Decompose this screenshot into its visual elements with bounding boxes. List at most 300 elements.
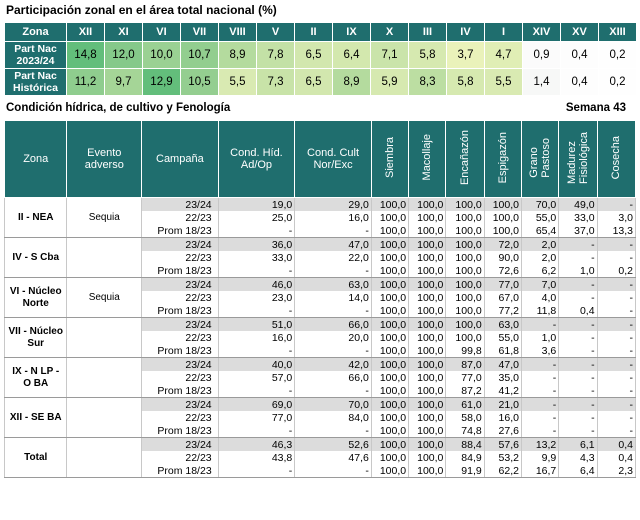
value-cell: - [559, 251, 597, 264]
value-cell: 46,0 [218, 278, 295, 292]
value-cell: 100,0 [409, 424, 446, 438]
value-cell: 16,0 [484, 411, 521, 424]
value-cell: 100,0 [371, 451, 408, 464]
value-cell: - [597, 291, 635, 304]
value-cell: 100,0 [446, 251, 484, 264]
value-cell: 63,0 [295, 278, 372, 292]
value-cell: - [597, 251, 635, 264]
value-cell: - [559, 278, 597, 292]
value-cell: 62,2 [484, 464, 521, 478]
phase-label: Macollaje [421, 134, 434, 181]
value-cell: 100,0 [371, 224, 408, 238]
value-cell: 100,0 [371, 411, 408, 424]
campaign-cell: Prom 18/23 [142, 264, 219, 278]
header-zona: Zona [5, 121, 67, 198]
value-cell: 100,0 [371, 198, 408, 212]
value-cell: 72,6 [484, 264, 521, 278]
zone-header-row [5, 23, 637, 42]
participation-cell: 14,8 [67, 42, 105, 69]
value-cell: 2,0 [521, 238, 558, 252]
value-cell: 100,0 [409, 384, 446, 398]
value-cell: 100,0 [409, 464, 446, 478]
value-cell: 14,0 [295, 291, 372, 304]
value-cell: 11,8 [521, 304, 558, 318]
value-cell: 100,0 [409, 264, 446, 278]
value-cell: 49,0 [559, 198, 597, 212]
participation-cell: 11,2 [67, 69, 105, 96]
participation-cell: 4,7 [485, 42, 523, 69]
value-cell: 100,0 [409, 331, 446, 344]
value-cell: - [597, 331, 635, 344]
value-cell: 0,4 [597, 451, 635, 464]
value-cell: 100,0 [409, 251, 446, 264]
participation-cell: 0,2 [599, 69, 637, 96]
value-cell: 100,0 [371, 371, 408, 384]
value-cell: 100,0 [371, 438, 408, 452]
subtitle-text: Condición hídrica, de cultivo y Fenología [6, 102, 231, 114]
participation-cell: 0,4 [561, 42, 599, 69]
value-cell: 100,0 [371, 278, 408, 292]
zone-header-cell: IX [333, 23, 371, 42]
participation-cell: 12,9 [143, 69, 181, 96]
value-cell: - [295, 224, 372, 238]
zone-name: IX - N LP - O BA [5, 358, 67, 398]
campaign-cell: 23/24 [142, 198, 219, 212]
phase-label: Espigazón [496, 131, 509, 184]
value-cell: 100,0 [446, 291, 484, 304]
value-cell: 35,0 [484, 371, 521, 384]
value-cell: 57,6 [484, 438, 521, 452]
value-cell: 2,0 [521, 251, 558, 264]
header-evento: Evento adverso [67, 121, 142, 198]
value-cell: - [597, 398, 635, 412]
value-cell: - [559, 411, 597, 424]
value-cell: 84,0 [295, 411, 372, 424]
value-cell: 100,0 [409, 411, 446, 424]
campaign-cell: 23/24 [142, 238, 219, 252]
value-cell: 88,4 [446, 438, 484, 452]
table-title: Participación zonal en el área total nacional (%) [6, 3, 277, 17]
zone-header-cell: I [485, 23, 523, 42]
value-cell: - [597, 371, 635, 384]
zone-header-cell: III [409, 23, 447, 42]
campaign-cell: Prom 18/23 [142, 304, 219, 318]
value-cell: 66,0 [295, 318, 372, 332]
value-cell: 67,0 [484, 291, 521, 304]
value-cell: - [559, 371, 597, 384]
value-cell: 74,8 [446, 424, 484, 438]
campaign-cell: 23/24 [142, 398, 219, 412]
zone-name: IV - S Cba [5, 238, 67, 278]
value-cell: 23,0 [218, 291, 295, 304]
value-cell: - [521, 424, 558, 438]
zone-header-cell: XI [105, 23, 143, 42]
value-cell: 100,0 [446, 224, 484, 238]
value-cell: 100,0 [371, 318, 408, 332]
value-cell: 4,3 [559, 451, 597, 464]
value-cell: 69,0 [218, 398, 295, 412]
value-cell: 100,0 [371, 304, 408, 318]
participation-cell: 0,9 [523, 42, 561, 69]
value-cell: 100,0 [409, 438, 446, 452]
phase-label: Encañazón [459, 129, 472, 186]
value-cell: 100,0 [446, 238, 484, 252]
value-cell: 100,0 [409, 211, 446, 224]
value-cell: 100,0 [409, 304, 446, 318]
value-cell: 1,0 [559, 264, 597, 278]
participation-cell: 8,9 [219, 42, 257, 69]
value-cell: - [295, 464, 372, 478]
adverse-event: Sequia [67, 198, 142, 238]
participation-cell: 6,4 [333, 42, 371, 69]
zone-header-cell: VII [181, 23, 219, 42]
participation-cell: 7,8 [257, 42, 295, 69]
value-cell: 42,0 [295, 358, 372, 372]
value-cell: 100,0 [409, 318, 446, 332]
value-cell: 61,0 [446, 398, 484, 412]
campaign-cell: 22/23 [142, 291, 219, 304]
participation-cell: 6,5 [295, 42, 333, 69]
value-cell: - [295, 424, 372, 438]
adverse-event: Sequia [67, 278, 142, 318]
row-label: Part Nac Histórica [5, 69, 67, 96]
value-cell: - [218, 344, 295, 358]
value-cell: 2,3 [597, 464, 635, 478]
week-label: Semana 43 [565, 102, 626, 114]
value-cell: 100,0 [409, 291, 446, 304]
zone-name: Total [5, 438, 67, 478]
table-row [5, 278, 636, 292]
value-cell: 65,4 [521, 224, 558, 238]
zone-header-cell: II [295, 23, 333, 42]
value-cell: - [597, 238, 635, 252]
value-cell: 70,0 [295, 398, 372, 412]
zone-header-label: Zona [5, 23, 67, 42]
participation-row-historic [5, 69, 637, 96]
value-cell: 100,0 [446, 331, 484, 344]
value-cell: 57,0 [218, 371, 295, 384]
campaign-cell: 22/23 [142, 211, 219, 224]
campaign-cell: Prom 18/23 [142, 424, 219, 438]
participation-cell: 5,8 [409, 42, 447, 69]
campaign-cell: Prom 18/23 [142, 384, 219, 398]
participation-cell: 5,9 [371, 69, 409, 96]
value-cell: 6,4 [559, 464, 597, 478]
value-cell: 100,0 [371, 424, 408, 438]
value-cell: 58,0 [446, 411, 484, 424]
value-cell: 91,9 [446, 464, 484, 478]
value-cell: - [559, 238, 597, 252]
value-cell: - [295, 384, 372, 398]
participation-cell: 10,5 [181, 69, 219, 96]
header-cond-hid: Cond. Híd. Ad/Op [218, 121, 295, 198]
zone-header-cell: V [257, 23, 295, 42]
campaign-cell: 23/24 [142, 358, 219, 372]
value-cell: 27,6 [484, 424, 521, 438]
value-cell: 55,0 [484, 331, 521, 344]
phase-label: Madurez Fisiológica [565, 131, 590, 184]
participation-cell: 7,1 [371, 42, 409, 69]
value-cell: 100,0 [371, 211, 408, 224]
value-cell: - [521, 318, 558, 332]
header-phase [521, 121, 558, 198]
value-cell: 100,0 [371, 238, 408, 252]
value-cell: - [559, 384, 597, 398]
zone-header-cell: XIII [599, 23, 637, 42]
value-cell: - [597, 411, 635, 424]
participation-cell: 3,7 [447, 42, 485, 69]
header-cond-cult: Cond. Cult Nor/Exc [295, 121, 372, 198]
value-cell: 0,4 [597, 438, 635, 452]
value-cell: 100,0 [371, 291, 408, 304]
value-cell: 100,0 [446, 318, 484, 332]
value-cell: - [559, 291, 597, 304]
value-cell: 90,0 [484, 251, 521, 264]
value-cell: 13,2 [521, 438, 558, 452]
value-cell: 100,0 [446, 304, 484, 318]
value-cell: 21,0 [484, 398, 521, 412]
participation-cell: 1,4 [523, 69, 561, 96]
value-cell: 47,6 [295, 451, 372, 464]
main-header-row [5, 121, 636, 198]
phase-label: Cosecha [610, 135, 623, 180]
value-cell: 100,0 [371, 384, 408, 398]
value-cell: 19,0 [218, 198, 295, 212]
participation-cell: 5,5 [485, 69, 523, 96]
phase-label: Siembra [383, 137, 396, 178]
value-cell: - [218, 224, 295, 238]
value-cell: 16,0 [295, 211, 372, 224]
value-cell: 72,0 [484, 238, 521, 252]
value-cell: 100,0 [371, 464, 408, 478]
adverse-event [67, 398, 142, 438]
zonal-participation-table [4, 22, 637, 96]
participation-cell: 12,0 [105, 42, 143, 69]
table-row [5, 398, 636, 412]
participation-cell: 10,0 [143, 42, 181, 69]
campaign-cell: 22/23 [142, 411, 219, 424]
adverse-event [67, 318, 142, 358]
campaign-cell: 22/23 [142, 251, 219, 264]
value-cell: 84,9 [446, 451, 484, 464]
adverse-event [67, 358, 142, 398]
header-campana: Campaña [142, 121, 219, 198]
zone-header-cell: XII [67, 23, 105, 42]
value-cell: 100,0 [371, 251, 408, 264]
value-cell: 87,0 [446, 358, 484, 372]
crop-condition-table [4, 120, 636, 478]
zone-header-cell: XV [561, 23, 599, 42]
value-cell: - [597, 358, 635, 372]
zone-name: II - NEA [5, 198, 67, 238]
value-cell: - [597, 384, 635, 398]
value-cell: 63,0 [484, 318, 521, 332]
value-cell: 25,0 [218, 211, 295, 224]
value-cell: 70,0 [521, 198, 558, 212]
participation-cell: 5,8 [447, 69, 485, 96]
value-cell: 6,1 [559, 438, 597, 452]
participation-cell: 0,4 [561, 69, 599, 96]
participation-cell: 0,2 [599, 42, 637, 69]
row-label: Part Nac 2023/24 [5, 42, 67, 69]
value-cell: - [559, 318, 597, 332]
value-cell: 47,0 [484, 358, 521, 372]
participation-cell: 6,5 [295, 69, 333, 96]
value-cell: 16,0 [218, 331, 295, 344]
value-cell: 100,0 [409, 344, 446, 358]
value-cell: 52,6 [295, 438, 372, 452]
value-cell: 29,0 [295, 198, 372, 212]
value-cell: 77,0 [484, 278, 521, 292]
value-cell: - [597, 198, 635, 212]
value-cell: 100,0 [446, 278, 484, 292]
value-cell: 3,6 [521, 344, 558, 358]
value-cell: 53,2 [484, 451, 521, 464]
value-cell: - [218, 464, 295, 478]
value-cell: 100,0 [371, 398, 408, 412]
value-cell: 87,2 [446, 384, 484, 398]
value-cell: 99,8 [446, 344, 484, 358]
header-phase [409, 121, 446, 198]
value-cell: 46,3 [218, 438, 295, 452]
value-cell: 47,0 [295, 238, 372, 252]
header-phase [597, 121, 635, 198]
campaign-cell: Prom 18/23 [142, 344, 219, 358]
value-cell: - [559, 424, 597, 438]
value-cell: - [295, 264, 372, 278]
section-subtitle [6, 102, 630, 114]
participation-cell: 10,7 [181, 42, 219, 69]
value-cell: - [597, 318, 635, 332]
header-phase [559, 121, 597, 198]
zone-header-cell: VI [143, 23, 181, 42]
value-cell: 36,0 [218, 238, 295, 252]
value-cell: 13,3 [597, 224, 635, 238]
value-cell: 77,0 [446, 371, 484, 384]
value-cell: 100,0 [409, 451, 446, 464]
value-cell: - [218, 264, 295, 278]
value-cell: 100,0 [371, 264, 408, 278]
campaign-cell: 23/24 [142, 318, 219, 332]
value-cell: - [218, 424, 295, 438]
value-cell: - [597, 424, 635, 438]
header-phase [484, 121, 521, 198]
campaign-cell: 22/23 [142, 451, 219, 464]
table-row [5, 438, 636, 452]
zone-name: VII - Núcleo Sur [5, 318, 67, 358]
value-cell: 37,0 [559, 224, 597, 238]
value-cell: 9,9 [521, 451, 558, 464]
value-cell: 100,0 [409, 278, 446, 292]
value-cell: 41,2 [484, 384, 521, 398]
value-cell: 6,2 [521, 264, 558, 278]
value-cell: 100,0 [409, 224, 446, 238]
value-cell: - [218, 384, 295, 398]
value-cell: 66,0 [295, 371, 372, 384]
zone-header-cell: VIII [219, 23, 257, 42]
value-cell: 61,8 [484, 344, 521, 358]
participation-cell: 8,9 [333, 69, 371, 96]
value-cell: 3,0 [597, 211, 635, 224]
value-cell: - [521, 371, 558, 384]
value-cell: - [559, 358, 597, 372]
value-cell: 77,2 [484, 304, 521, 318]
value-cell: 100,0 [409, 198, 446, 212]
value-cell: 100,0 [446, 264, 484, 278]
table-row [5, 358, 636, 372]
adverse-event [67, 238, 142, 278]
campaign-cell: Prom 18/23 [142, 464, 219, 478]
campaign-cell: 22/23 [142, 331, 219, 344]
value-cell: 16,7 [521, 464, 558, 478]
participation-cell: 5,5 [219, 69, 257, 96]
value-cell: - [218, 304, 295, 318]
phase-label: Grano Pastoso [528, 137, 553, 178]
zone-header-cell: X [371, 23, 409, 42]
participation-cell: 8,3 [409, 69, 447, 96]
value-cell: 1,0 [521, 331, 558, 344]
zone-header-cell: IV [447, 23, 485, 42]
value-cell: - [559, 398, 597, 412]
value-cell: 4,0 [521, 291, 558, 304]
value-cell: - [597, 344, 635, 358]
participation-cell: 9,7 [105, 69, 143, 96]
value-cell: 0,4 [559, 304, 597, 318]
adverse-event [67, 438, 142, 478]
value-cell: 100,0 [371, 331, 408, 344]
campaign-cell: Prom 18/23 [142, 224, 219, 238]
value-cell: 100,0 [409, 371, 446, 384]
value-cell: 100,0 [484, 224, 521, 238]
table-row [5, 238, 636, 252]
campaign-cell: 22/23 [142, 371, 219, 384]
value-cell: - [295, 304, 372, 318]
value-cell: 100,0 [371, 344, 408, 358]
value-cell: - [521, 398, 558, 412]
table-row [5, 318, 636, 332]
value-cell: 100,0 [371, 358, 408, 372]
value-cell: 43,8 [218, 451, 295, 464]
value-cell: 100,0 [409, 398, 446, 412]
value-cell: 22,0 [295, 251, 372, 264]
value-cell: 55,0 [521, 211, 558, 224]
value-cell: - [295, 344, 372, 358]
value-cell: - [521, 411, 558, 424]
value-cell: 77,0 [218, 411, 295, 424]
zone-name: VI - Núcleo Norte [5, 278, 67, 318]
value-cell: 20,0 [295, 331, 372, 344]
value-cell: 100,0 [446, 198, 484, 212]
value-cell: 100,0 [409, 358, 446, 372]
value-cell: - [521, 358, 558, 372]
participation-row-current [5, 42, 637, 69]
value-cell: 100,0 [446, 211, 484, 224]
value-cell: 40,0 [218, 358, 295, 372]
value-cell: 100,0 [409, 238, 446, 252]
value-cell: 51,0 [218, 318, 295, 332]
campaign-cell: 23/24 [142, 278, 219, 292]
value-cell: - [521, 384, 558, 398]
value-cell: - [559, 344, 597, 358]
value-cell: - [597, 278, 635, 292]
value-cell: 0,2 [597, 264, 635, 278]
value-cell: 7,0 [521, 278, 558, 292]
value-cell: - [559, 331, 597, 344]
value-cell: 33,0 [559, 211, 597, 224]
value-cell: 100,0 [484, 211, 521, 224]
campaign-cell: 23/24 [142, 438, 219, 452]
header-phase [371, 121, 408, 198]
